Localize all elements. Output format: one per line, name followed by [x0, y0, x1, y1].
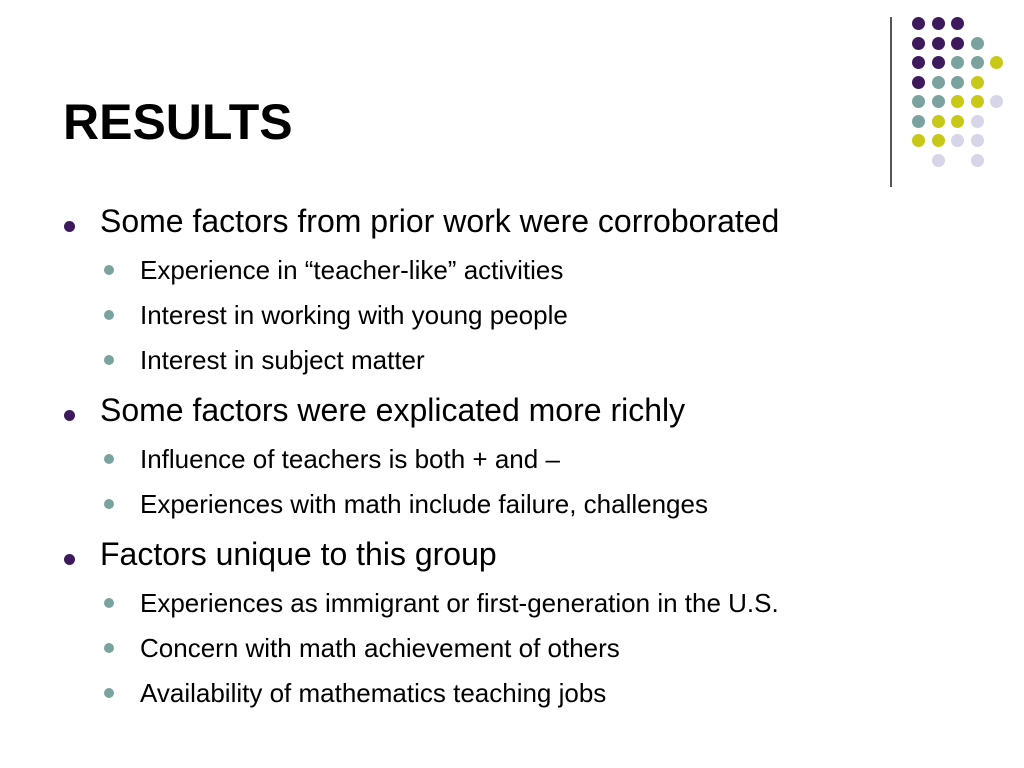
- title-divider: [890, 17, 892, 187]
- decorative-dot: [951, 76, 964, 89]
- level2-bullet-icon: [104, 265, 114, 275]
- list-item: Influence of teachers is both + and –: [140, 444, 560, 474]
- decorative-dot: [912, 37, 925, 50]
- level1-bullet-icon: [64, 221, 75, 232]
- decorative-dot: [971, 37, 984, 50]
- section-heading: Factors unique to this group: [100, 536, 497, 572]
- decorative-dot: [971, 154, 984, 167]
- section-heading: Some factors were explicated more richly: [100, 392, 686, 428]
- decorative-dot: [990, 56, 1003, 69]
- decorative-dot: [912, 134, 925, 147]
- decorative-dot: [912, 76, 925, 89]
- decorative-dot: [912, 56, 925, 69]
- level2-bullet-icon: [104, 454, 114, 464]
- decorative-dot: [912, 95, 925, 108]
- level1-bullet-icon: [64, 410, 75, 421]
- decorative-dot: [951, 115, 964, 128]
- decorative-dot: [932, 134, 945, 147]
- decorative-dot: [932, 115, 945, 128]
- level2-bullet-icon: [104, 643, 114, 653]
- list-item: Experience in “teacher-like” activities: [140, 255, 564, 285]
- level1-bullet-icon: [64, 554, 75, 565]
- list-item: Availability of mathematics teaching jobs: [140, 678, 607, 708]
- decorative-dot: [971, 134, 984, 147]
- list-item: Concern with math achievement of others: [140, 633, 620, 663]
- decorative-dot: [912, 17, 925, 30]
- list-item: Experiences as immigrant or first-generation in the U.S.: [140, 588, 779, 618]
- decorative-dot: [971, 56, 984, 69]
- slide-title: RESULTS: [63, 94, 293, 150]
- decorative-dot: [932, 56, 945, 69]
- decorative-dot: [971, 115, 984, 128]
- decorative-dot: [932, 37, 945, 50]
- decorative-dot: [990, 95, 1003, 108]
- level2-bullet-icon: [104, 688, 114, 698]
- decorative-dot: [932, 17, 945, 30]
- level2-bullet-icon: [104, 499, 114, 509]
- level2-bullet-icon: [104, 598, 114, 608]
- decorative-dot: [951, 56, 964, 69]
- level2-bullet-icon: [104, 355, 114, 365]
- level2-bullet-icon: [104, 310, 114, 320]
- decorative-dot: [932, 76, 945, 89]
- decorative-dot: [932, 95, 945, 108]
- decorative-dot: [932, 154, 945, 167]
- list-item: Interest in working with young people: [140, 300, 568, 330]
- decorative-dot: [951, 17, 964, 30]
- decorative-dot: [951, 95, 964, 108]
- decorative-dot: [951, 37, 964, 50]
- decorative-dot: [951, 134, 964, 147]
- decorative-dot: [971, 95, 984, 108]
- list-item: Interest in subject matter: [140, 345, 425, 375]
- list-item: Experiences with math include failure, challenges: [140, 489, 708, 519]
- section-heading: Some factors from prior work were corroborated: [100, 203, 780, 239]
- decorative-dot: [912, 115, 925, 128]
- decorative-dot: [971, 76, 984, 89]
